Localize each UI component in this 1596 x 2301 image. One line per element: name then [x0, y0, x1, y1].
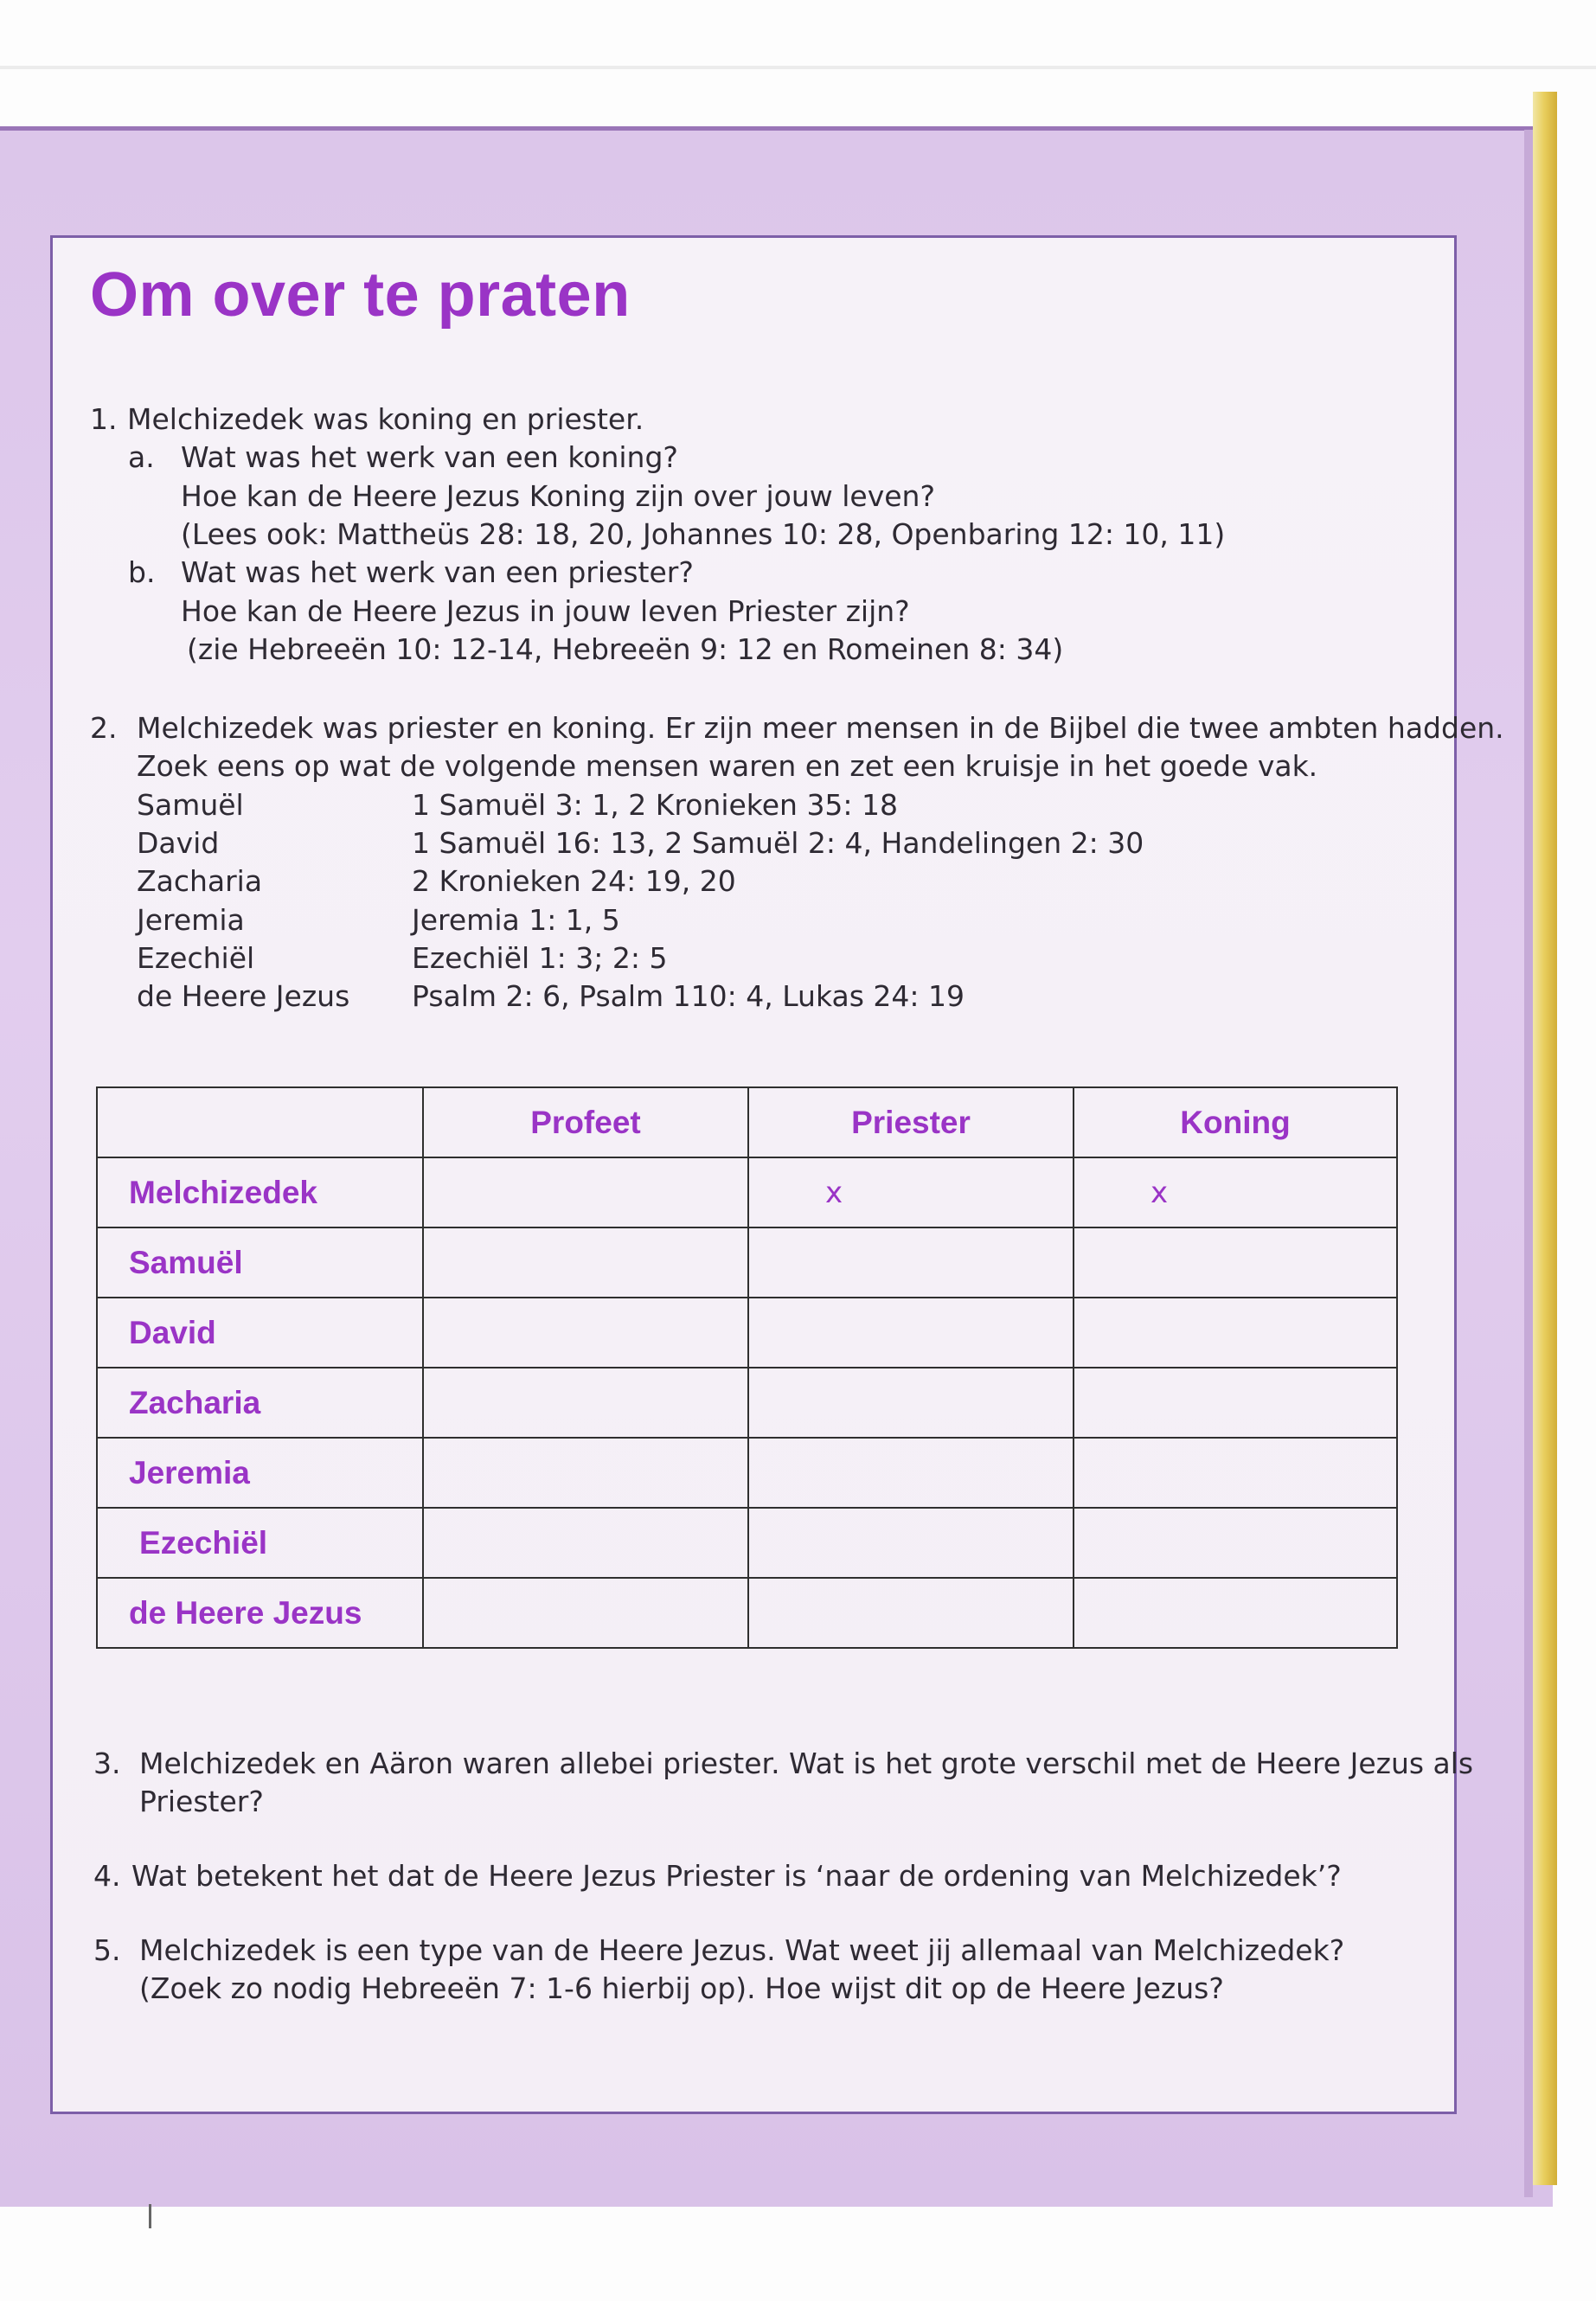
- question-1b-line: Hoe kan de Heere Jezus in jouw leven Priester zijn?: [181, 594, 910, 628]
- reference-verse: Jeremia 1: 1, 5: [412, 903, 620, 937]
- reference-verse: Psalm 2: 6, Psalm 110: 4, Lukas 24: 19: [412, 979, 965, 1013]
- question-5-line: Melchizedek is een type van de Heere Jezus. Wat weet jij allemaal van Melchizedek?: [139, 1933, 1345, 1967]
- answer-cell[interactable]: [423, 1227, 748, 1298]
- reference-name: Samuël: [137, 788, 244, 822]
- reference-verse: 2 Kronieken 24: 19, 20: [412, 864, 736, 898]
- answer-cell[interactable]: [748, 1578, 1074, 1648]
- question-1a-label: a.: [128, 440, 155, 474]
- answer-cell[interactable]: [423, 1578, 748, 1648]
- answer-cell[interactable]: [423, 1368, 748, 1438]
- row-name: Jeremia: [97, 1438, 423, 1508]
- reference-verse: Ezechiël 1: 3; 2: 5: [412, 941, 668, 975]
- answer-cell[interactable]: [748, 1298, 1074, 1368]
- table-header-row: [97, 1087, 1397, 1157]
- answer-cell[interactable]: [748, 1368, 1074, 1438]
- row-name: Ezechiël: [97, 1508, 423, 1578]
- answer-cell[interactable]: [1074, 1508, 1397, 1578]
- role-table: [96, 1086, 1398, 1649]
- question-1b-line: Wat was het werk van een priester?: [181, 555, 694, 589]
- table-row: [97, 1368, 1397, 1438]
- row-name: Samuël: [97, 1227, 423, 1298]
- answer-cell[interactable]: [1074, 1438, 1397, 1508]
- question-2-number: 2.: [90, 711, 118, 745]
- reference-name: David: [137, 826, 220, 860]
- answer-cell[interactable]: [748, 1508, 1074, 1578]
- question-5-number: 5.: [93, 1933, 121, 1967]
- answer-cell[interactable]: [1074, 1227, 1397, 1298]
- answer-cell[interactable]: [423, 1298, 748, 1368]
- page-title: Om over te praten: [90, 260, 631, 330]
- scan-mark: [149, 2204, 151, 2228]
- reference-name: Ezechiël: [137, 941, 255, 975]
- table-header-cell: Profeet: [423, 1087, 748, 1157]
- table-row: [97, 1157, 1397, 1227]
- row-name: David: [97, 1298, 423, 1368]
- answer-cell[interactable]: [423, 1508, 748, 1578]
- table-header-cell: Koning: [1074, 1087, 1397, 1157]
- question-4-text: Wat betekent het dat de Heere Jezus Priester is ‘naar de ordening van Melchizedek’?: [131, 1859, 1342, 1893]
- question-4-number: 4.: [93, 1859, 121, 1893]
- reference-verse: 1 Samuël 16: 13, 2 Samuël 2: 4, Handelingen 2: 30: [412, 826, 1144, 860]
- question-1-number: 1.: [90, 402, 118, 436]
- table-header-cell: Priester: [748, 1087, 1074, 1157]
- reference-name: Jeremia: [137, 903, 245, 937]
- reference-name: de Heere Jezus: [137, 979, 350, 1013]
- table-header-cell: [97, 1087, 423, 1157]
- row-name: Melchizedek: [97, 1157, 423, 1227]
- table-row: [97, 1298, 1397, 1368]
- question-1a-line: (Lees ook: Mattheüs 28: 18, 20, Johannes 10: 28, Openbaring 12: 10, 11): [181, 517, 1226, 551]
- question-1-text: Melchizedek was koning en priester.: [127, 402, 644, 436]
- answer-cell[interactable]: [1074, 1578, 1397, 1648]
- question-1b-label: b.: [128, 555, 156, 589]
- answer-cell[interactable]: [1074, 1368, 1397, 1438]
- answer-cell[interactable]: [423, 1157, 748, 1227]
- answer-cell[interactable]: [423, 1438, 748, 1508]
- reference-verse: 1 Samuël 3: 1, 2 Kronieken 35: 18: [412, 788, 899, 822]
- question-2-line: Zoek eens op wat de volgende mensen waren en zet een kruisje in het goede vak.: [137, 749, 1318, 783]
- question-3-line: Melchizedek en Aäron waren allebei priester. Wat is het grote verschil met de Heere Jezus als: [139, 1747, 1474, 1780]
- question-3-number: 3.: [93, 1747, 121, 1780]
- question-1a-line: Hoe kan de Heere Jezus Koning zijn over jouw leven?: [181, 479, 935, 513]
- question-1b-line: (zie Hebreeën 10: 12-14, Hebreeën 9: 12 en Romeinen 8: 34): [187, 632, 1064, 666]
- row-name: Zacharia: [97, 1368, 423, 1438]
- table-row: [97, 1438, 1397, 1508]
- answer-cell[interactable]: x: [748, 1157, 1074, 1227]
- table-row: [97, 1578, 1397, 1648]
- question-3-line: Priester?: [139, 1785, 264, 1818]
- scan-edge: [0, 66, 1596, 69]
- answer-cell[interactable]: [748, 1227, 1074, 1298]
- reference-name: Zacharia: [137, 864, 263, 898]
- question-5-line: (Zoek zo nodig Hebreeën 7: 1-6 hierbij op). Hoe wijst dit op de Heere Jezus?: [139, 1971, 1224, 2005]
- page-shadow: [1524, 130, 1533, 2197]
- table-row: [97, 1508, 1397, 1578]
- table-row: [97, 1227, 1397, 1298]
- answer-cell[interactable]: x: [1074, 1157, 1397, 1227]
- book-binding-edge: [1533, 92, 1557, 2185]
- question-1a-line: Wat was het werk van een koning?: [181, 440, 678, 474]
- row-name: de Heere Jezus: [97, 1578, 423, 1648]
- answer-cell[interactable]: [1074, 1298, 1397, 1368]
- question-2-line: Melchizedek was priester en koning. Er zijn meer mensen in de Bijbel die twee ambten hadden.: [137, 711, 1504, 745]
- answer-cell[interactable]: [748, 1438, 1074, 1508]
